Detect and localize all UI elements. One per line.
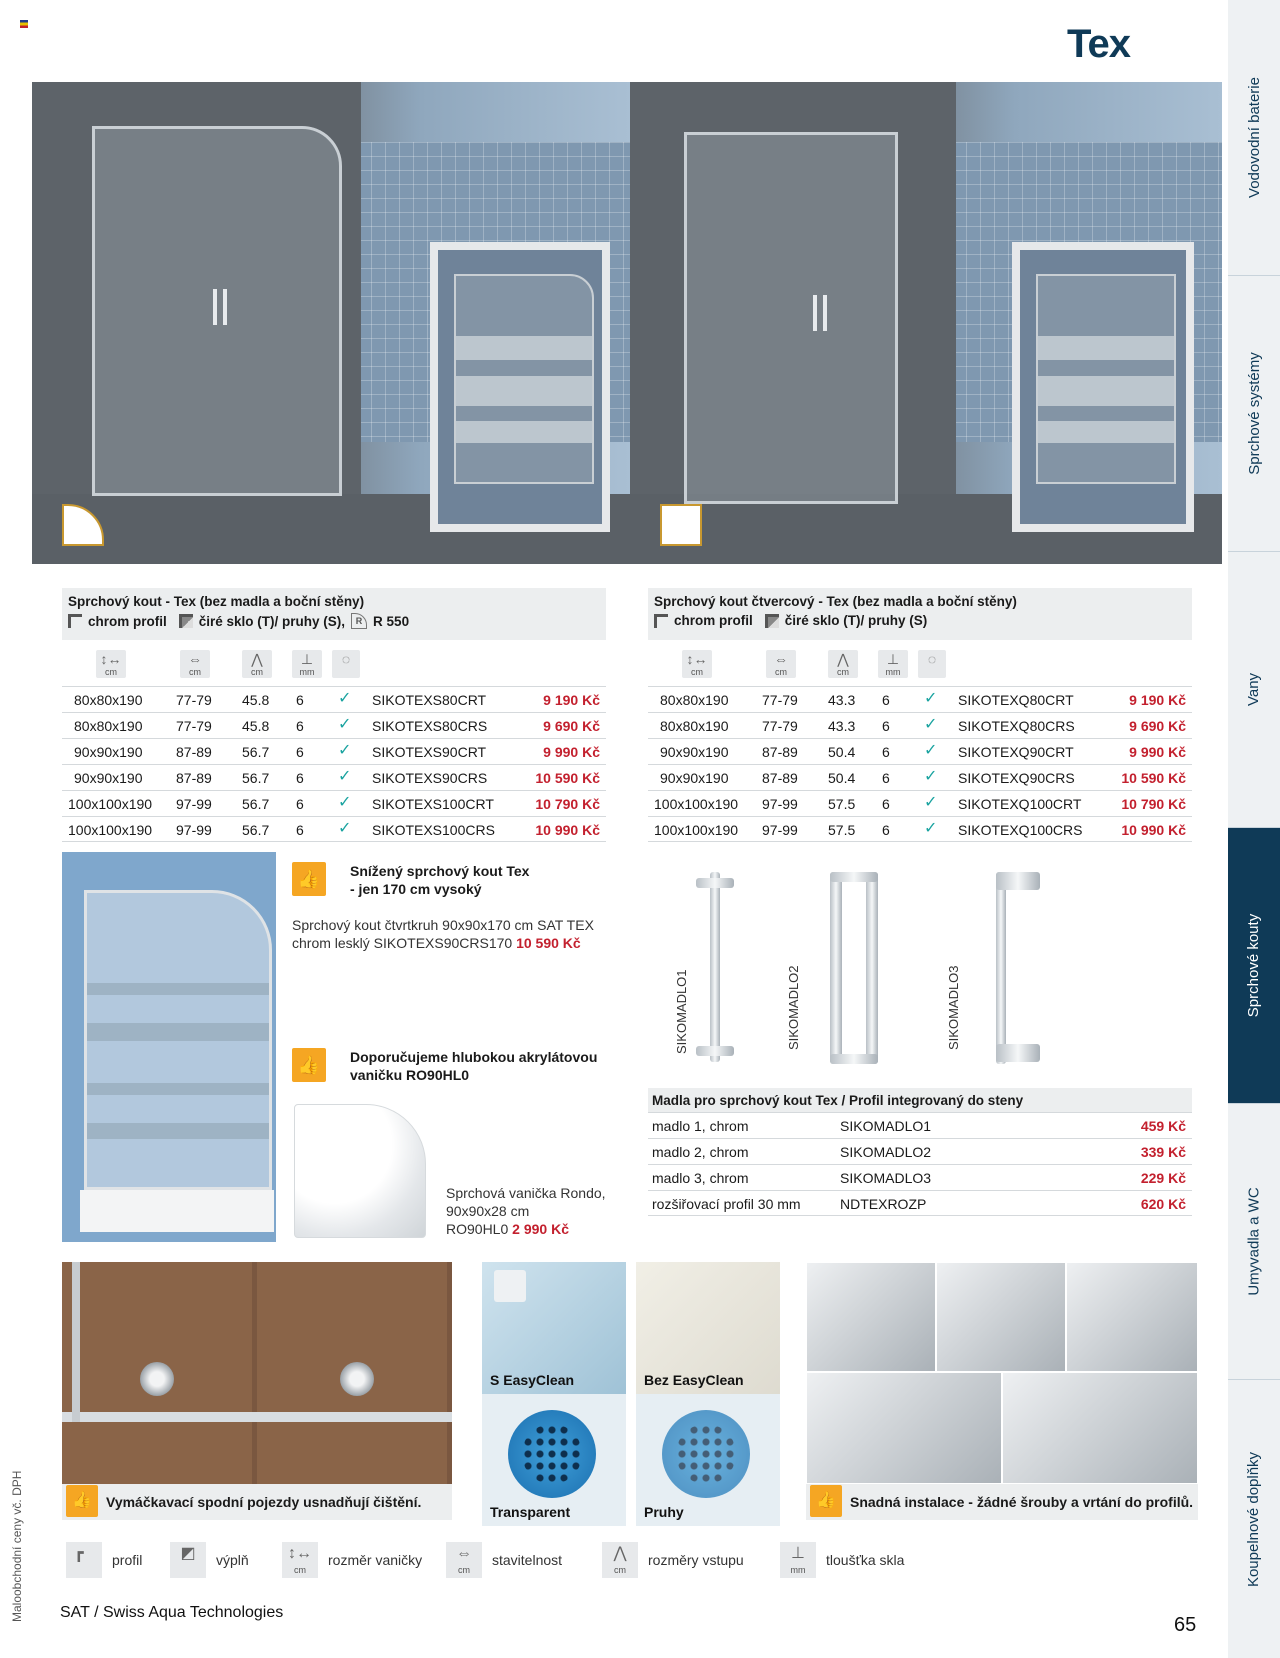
sidebar-item-vodovodni-baterie[interactable] [1228, 0, 1280, 276]
glass-no-easyclean-tile: Bez EasyClean [636, 1262, 780, 1394]
check-icon: ✓ [924, 820, 938, 837]
legend-profile: ┏ profil [66, 1540, 142, 1580]
handle-2-label: SIKOMADLO2 [786, 965, 801, 1050]
table-row: 90x90x190 87-89 50.4 6 ✓ SIKOTEXQ90CRT 9 990 Kč [648, 738, 1192, 764]
page-number: 65 [1174, 1614, 1197, 1636]
legend-adjustability: ⇔ cm stavitelnost [446, 1540, 562, 1580]
tray-size-icon: ↕↔ cm [96, 650, 126, 678]
handle-3-image [990, 872, 1046, 1068]
table-row: madlo 1, chrom SIKOMADLO1 459 Kč [648, 1112, 1192, 1138]
glass-thickness-icon: ⊥ mm [780, 1542, 816, 1578]
tray-size-icon: ↕↔ cm [682, 650, 712, 678]
installation-caption: 👍 Snadná instalace - žádné šrouby a vrtání do profilů. [806, 1484, 1198, 1520]
sidebar-item-label: Sprchové systémy [1245, 352, 1263, 475]
profile-label: chrom profil [674, 613, 753, 628]
table-title: Sprchový kout čtvercový - Tex (bez madla a boční stěny) [654, 594, 1017, 609]
page-title: Tex [1067, 22, 1130, 66]
sidebar-item-sprchove-kouty[interactable] [1228, 828, 1280, 1104]
glass-transparent-tile: Transparent [482, 1394, 626, 1526]
table-title: Sprchový kout - Tex (bez madla a boční stěny) [68, 594, 365, 609]
thumbs-up-icon: 👍 [66, 1485, 98, 1517]
adjustability-icon: ⇔ cm [446, 1542, 482, 1578]
easyclean-icon: ◌ [332, 650, 360, 678]
column-icons [62, 640, 606, 686]
table-row: 90x90x190 87-89 56.7 6 ✓ SIKOTEXS90CRS 10 590 Kč [62, 764, 606, 790]
sidebar-item-label: Umyvadla a WC [1245, 1187, 1263, 1296]
table-row: 80x80x190 77-79 43.3 6 ✓ SIKOTEXQ80CRS 9 690 Kč [648, 712, 1192, 738]
handle-2-image [830, 872, 884, 1068]
table-row: 100x100x190 97-99 56.7 6 ✓ SIKOTEXS100CRS 10 990 Kč [62, 816, 606, 842]
glass-easyclean-tile: S EasyClean [482, 1262, 626, 1394]
column-icons [648, 640, 1192, 686]
adjustability-icon: ⇔ cm [766, 650, 796, 678]
product-table-square [648, 588, 1192, 842]
check-icon: ✓ [338, 716, 352, 733]
check-icon: ✓ [338, 820, 352, 837]
handles-table-title: Madla pro sprchový kout Tex / Profil integrovaný do steny [648, 1088, 1192, 1112]
sidebar-item-vany[interactable] [1228, 552, 1280, 828]
sidebar [1228, 0, 1280, 1658]
table-row: 80x80x190 77-79 45.8 6 ✓ SIKOTEXS80CRS 9 690 Kč [62, 712, 606, 738]
product-table-quarter [62, 588, 606, 842]
table-row: 80x80x190 77-79 45.8 6 ✓ SIKOTEXS80CRT 9 190 Kč [62, 686, 606, 712]
shower-tray-image [294, 1104, 426, 1238]
low-cabin-image [62, 852, 276, 1242]
table-row: madlo 3, chrom SIKOMADLO3 229 Kč [648, 1164, 1192, 1190]
check-icon: ✓ [338, 742, 352, 759]
legend-fill: ◩ výplň [170, 1540, 249, 1580]
radius-label: R 550 [373, 613, 410, 629]
tray-description: Sprchová vanička Rondo, 90x90x28 cm RO90HL0 2 990 Kč [446, 1185, 606, 1237]
low-cabin-title: Snížený sprchový kout Tex - jen 170 cm vysoký [350, 863, 530, 897]
sidebar-item-sprchove-systemy[interactable] [1228, 276, 1280, 552]
profile-label: chrom profil [88, 613, 167, 629]
table-row: 90x90x190 87-89 56.7 6 ✓ SIKOTEXS90CRT 9 990 Kč [62, 738, 606, 764]
table-header [62, 588, 606, 640]
profile-icon: ┏ [66, 1542, 102, 1578]
table-row: 100x100x190 97-99 57.5 6 ✓ SIKOTEXQ100CRT 10 790 Kč [648, 790, 1192, 816]
hero-image-square-cabin [630, 82, 1222, 564]
table-row: madlo 2, chrom SIKOMADLO2 339 Kč [648, 1138, 1192, 1164]
drain-icon [508, 1410, 596, 1498]
thumbs-up-icon: 👍 [292, 862, 326, 896]
bottom-rollers-image [62, 1262, 452, 1484]
fill-icon [179, 614, 193, 628]
tray-recommendation-title: Doporučujeme hlubokou akrylátovou vaničku RO90HL0 [350, 1049, 598, 1083]
square-shape-icon [660, 504, 702, 546]
sidebar-item-koupelnove-doplnky[interactable] [1228, 1380, 1280, 1658]
thumbs-up-icon: 👍 [292, 1048, 326, 1082]
fill-label: čiré sklo (T)/ pruhy (S), [198, 613, 346, 629]
check-icon: ✓ [924, 794, 938, 811]
sidebar-item-umyvadla-a-wc[interactable] [1228, 1104, 1280, 1380]
check-icon: ✓ [924, 768, 938, 785]
tray-size-icon: ↕↔ cm [282, 1542, 318, 1578]
legend-glass-thickness: ⊥ mm tloušťka skla [780, 1540, 904, 1580]
entry-size-icon: ⋀ cm [602, 1542, 638, 1578]
fill-icon: ◩ [170, 1542, 206, 1578]
profile-icon [68, 614, 82, 628]
sidebar-item-label: Vodovodní baterie [1245, 77, 1263, 198]
handle-1-label: SIKOMADLO1 [674, 969, 689, 1054]
table-row: 80x80x190 77-79 43.3 6 ✓ SIKOTEXQ80CRT 9 190 Kč [648, 686, 1192, 712]
legend-tray-size: ↕↔ cm rozměr vaničky [282, 1540, 422, 1580]
easyclean-icon: ◌ [918, 650, 946, 678]
check-icon: ✓ [924, 690, 938, 707]
profile-icon [654, 614, 668, 628]
check-icon: ✓ [924, 716, 938, 733]
entry-size-icon: ⋀ cm [242, 650, 272, 678]
check-icon: ✓ [924, 742, 938, 759]
handle-1-image [696, 872, 756, 1068]
table-row: 100x100x190 97-99 56.7 6 ✓ SIKOTEXS100CRT 10 790 Kč [62, 790, 606, 816]
rollers-caption: 👍 Vymáčkavací spodní pojezdy usnadňují čištění. [62, 1484, 452, 1520]
vat-note: Maloobchodní ceny vč. DPH [10, 1470, 24, 1622]
footer-brand: SAT / Swiss Aqua Technologies [60, 1604, 284, 1621]
glass-stripes-tile: Pruhy [636, 1394, 780, 1526]
hero-image-quarter-cabin [32, 82, 630, 564]
table-row: rozšiřovací profil 30 mm NDTEXROZP 620 Kč [648, 1190, 1192, 1216]
table-row: 90x90x190 87-89 50.4 6 ✓ SIKOTEXQ90CRS 10 590 Kč [648, 764, 1192, 790]
fill-label: čiré sklo (T)/ pruhy (S) [784, 613, 928, 628]
table-row: 100x100x190 97-99 57.5 6 ✓ SIKOTEXQ100CRS 10 990 Kč [648, 816, 1192, 842]
glass-thickness-icon: ⊥ mm [292, 650, 322, 678]
adjustability-icon: ⇔ cm [180, 650, 210, 678]
radius-icon: R [351, 613, 367, 629]
sidebar-item-label: Koupelnové doplňky [1245, 1451, 1263, 1587]
flag-icon [20, 20, 28, 28]
check-icon: ✓ [338, 690, 352, 707]
thumbs-up-icon: 👍 [810, 1485, 842, 1517]
handle-3-label: SIKOMADLO3 [946, 965, 961, 1050]
sidebar-item-label: Sprchové kouty [1245, 913, 1263, 1018]
glass-thickness-icon: ⊥ mm [878, 650, 908, 678]
table-header [648, 588, 1192, 640]
check-icon: ✓ [338, 794, 352, 811]
legend-entry-size: ⋀ cm rozměry vstupu [602, 1540, 744, 1580]
fill-icon [765, 614, 779, 628]
drain-icon [662, 1410, 750, 1498]
entry-size-icon: ⋀ cm [828, 650, 858, 678]
installation-image [806, 1262, 1198, 1484]
sidebar-item-label: Vany [1245, 672, 1263, 707]
check-icon: ✓ [338, 768, 352, 785]
handles-table [648, 1088, 1192, 1216]
low-cabin-description: Sprchový kout čtvrtkruh 90x90x170 cm SAT TEX chrom lesklý SIKOTEXS90CRS170 10 590 Kč [292, 917, 594, 951]
